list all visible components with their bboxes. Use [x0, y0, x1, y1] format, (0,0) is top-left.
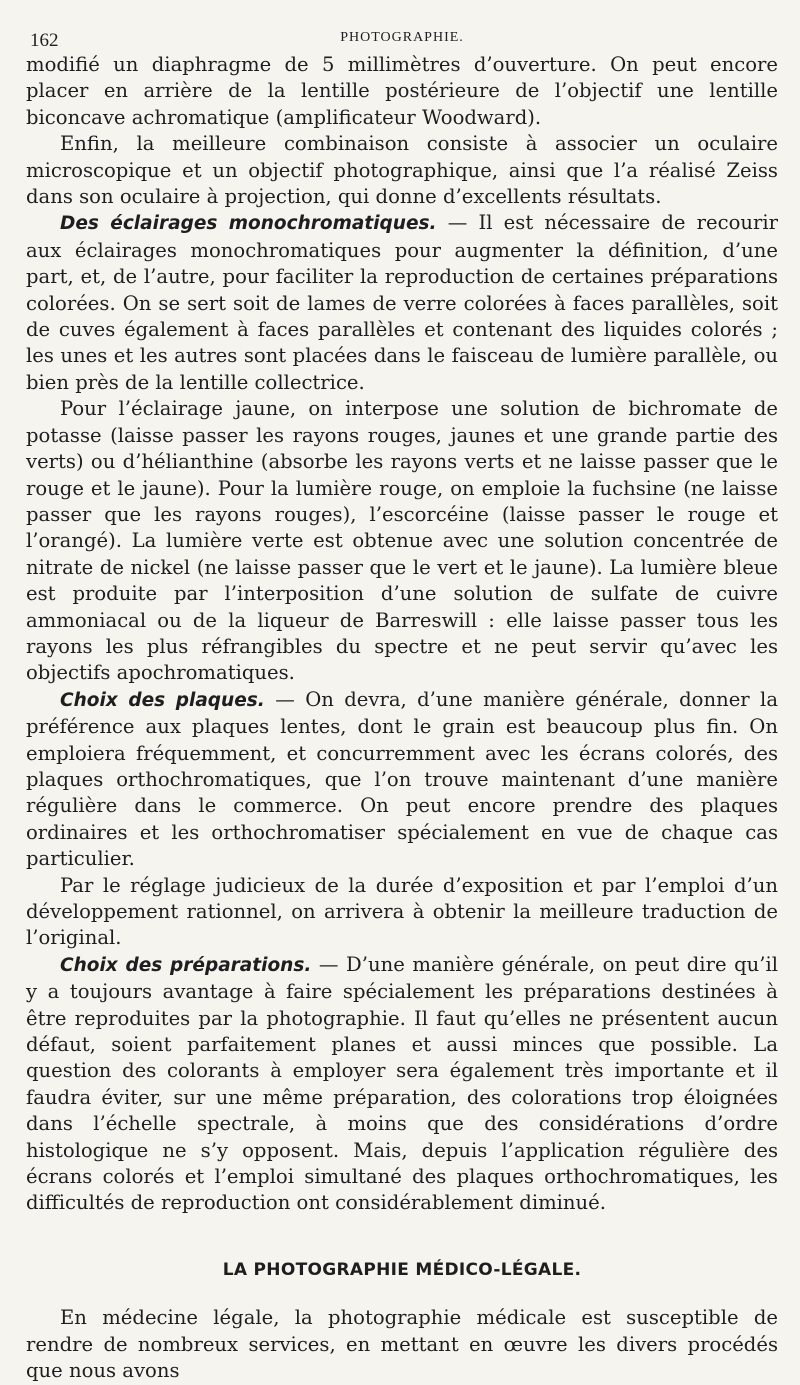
section-heading: LA PHOTOGRAPHIE MÉDICO-LÉGALE. [222, 1259, 582, 1280]
paragraph-plates: Choix des plaques. — On devra, d’une manière générale, donner la préférence aux plaques lentes, dont le grain est beaucoup plus fin. On emploiera fréquemment, et concurremment avec les écrans colorés, des plaques orthochromatiques, que l’on trouve maintenant d’une manière régulière dans le commerce. On peut encore prendre des plaques ordinaires et les orthochromatiser spécialement en vue de chaque cas particulier. [26, 687, 778, 871]
run-in-heading-plates: Choix des plaques. [60, 689, 265, 711]
run-in-heading-monochromatic: Des éclairages monochromatiques. [60, 213, 437, 235]
paragraph-yellow-lighting: Pour l’éclairage jaune, on interpose une solution de bichromate de potasse (laisse passer les rayons rouges, jaunes et une grande partie des verts) ou d’hélianthine (absorbe les rayons verts et ne laisse passer que le rouge et le jaune). Pour la lumière rouge, on emploie la fuchsine (ne laisse passer que les rayons rouges), l’escorcéine (laisse passer le rouge et l’orangé). La lumière verte est obtenue avec une solution concentrée de nitrate de nickel (ne laisse passer que le vert et le jaune). La lumière bleue est produite par l’interposition d’une solution de sulfate de cuivre ammoniacal ou de la liqueur de Barreswill : elle laisse passer tous les rayons les plus réfrangibles du spectre et ne peut servir qu’avec les objectifs apochromatiques. [26, 397, 778, 685]
paragraph-preparations: Choix des préparations. — D’une manière générale, on peut dire qu’il y a toujours avantage à faire spécialement les préparations destinées à être reproduites par la photographie. Il faut qu’elles ne présentent aucun défaut, soient parfaitement planes et aussi minces que possible. La question des colorants à employer sera également très importante et il faudra éviter, sur une même préparation, des colorations trop éloignées dans l’échelle spectrale, à moins que des considérations d’ordre histologique ne s’y opposent. Mais, depuis l’application régulière des écrans colorés et l’emploi simultané des plaques orthochromatiques, les difficultés de reproduction ont considérablement diminué. [26, 952, 778, 1215]
paragraph-exposure: Par le réglage judicieux de la durée d’exposition et par l’emploi d’un développement rationnel, on arrivera à obtenir la meilleure traduction de l’original. [26, 873, 778, 950]
paragraph-monochromatic-lighting: Des éclairages monochromatiques. — Il est nécessaire de recourir aux éclairages monochromatiques pour augmenter la définition, d’une part, et, de l’autre, pour faciliter la reproduction de certaines préparations colorées. On se sert soit de lames de verre colorées à faces parallèles, soit de cuves également à faces parallèles et contenant des liquides colorés ; les unes et les autres sont placées dans le faisceau de lumière parallèle, ou bien près de la lentille collectrice. [26, 211, 778, 394]
page-header [26, 0, 778, 52]
paragraph-forensic: En médecine légale, la photographie médicale est susceptible de rendre de nombreux services, en mettant en œuvre les divers procédés que nous avons [26, 1306, 778, 1383]
paragraph-continuation: modifié un diaphragme de 5 millimètres d’ouverture. On peut encore placer en arrière de la lentille postérieure de l’objectif une lentille biconcave achromatique (amplificateur Woodward). [26, 53, 778, 129]
running-title: PHOTOGRAPHIE. [340, 30, 464, 45]
run-in-heading-preparations: Choix des préparations. [60, 954, 312, 976]
paragraph-combination: Enfin, la meilleure combinaison consiste à associer un oculaire microscopique et un objectif photographique, ainsi que l’a réalisé Zeiss dans son oculaire à projection, qui donne d’excellents résultats. [26, 132, 778, 209]
page-number: 162 [30, 30, 59, 51]
body-text [26, 52, 778, 1385]
